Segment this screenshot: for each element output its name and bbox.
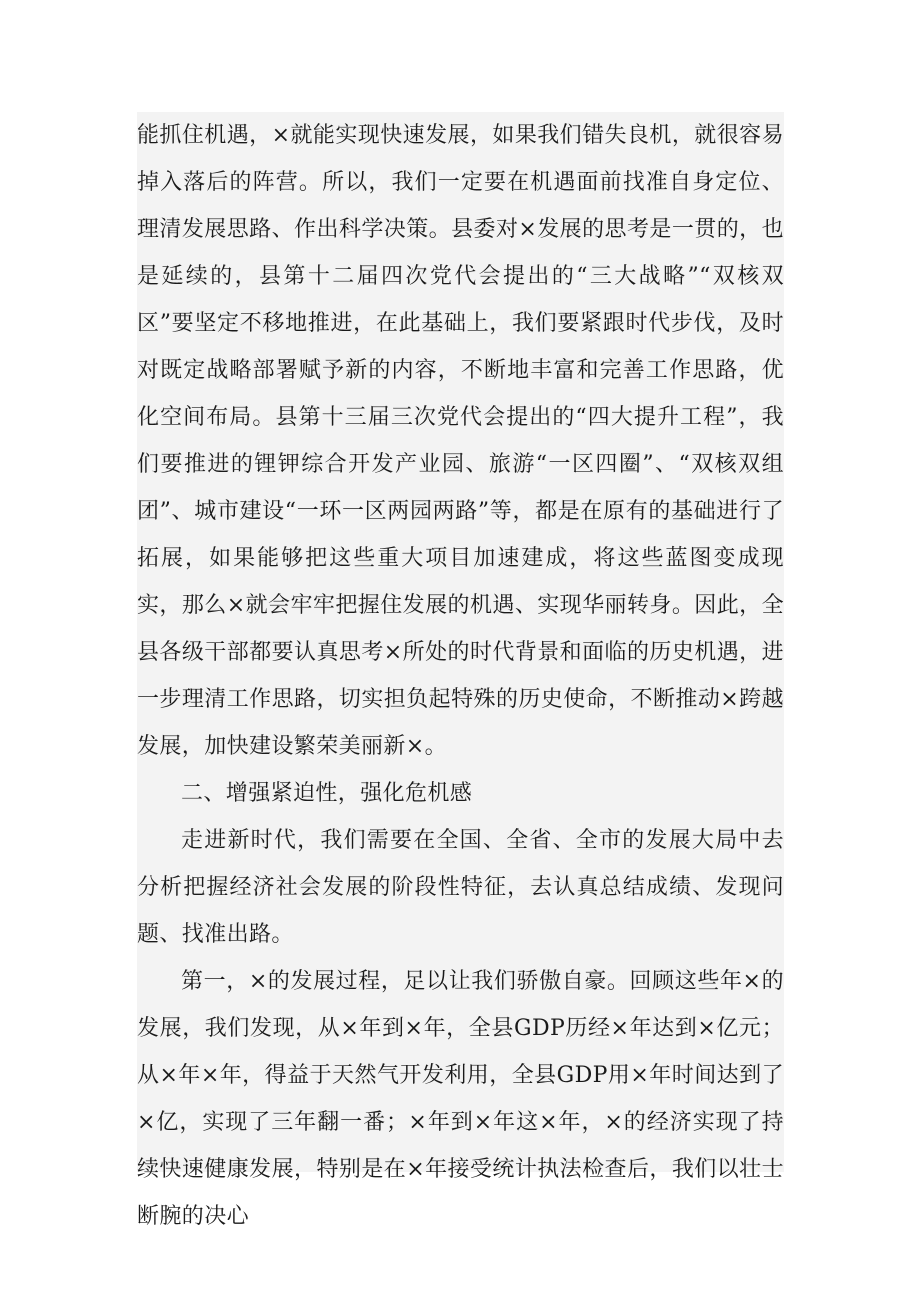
- paragraph-opportunity: 能抓住机遇，×就能实现快速发展，如果我们错失良机，就很容易掉入落后的阵营。所以，我们一定要在机遇面前找准自身定位、理清发展思路、作出科学决策。县委对×发展的思考是一贯的，也是延续的，县第十二届四次党代会提出的“三大战略”“双核双区”要坚定不移地推进，在此基础上，我们要紧跟时代步伐，及时对既定战略部署赋予新的内容，不断地丰富和完善工作思路，优化空间布局。县第十三届三次党代会提出的“四大提升工程”，我们要推进的锂钾综合开发产业园、旅游“一区四圈”、“双核双组团”、城市建设“一环一区两园两路”等，都是在原有的基础进行了拓展，如果能够把这些重大项目加速建成，将这些蓝图变成现实，那么×就会牢牢把握住发展的机遇、实现华丽转身。因此，全县各级干部都要认真思考×所处的时代背景和面临的历史机遇，进一步理清工作思路，切实担负起特殊的历史使命，不断推动×跨越发展，加快建设繁荣美丽新×。: [137, 123, 784, 759]
- paragraph-development-history: 第一，×的发展过程，足以让我们骄傲自豪。回顾这些年×的发展，我们发现，从×年到×年，全县GDP历经×年达到×亿元；从×年×年，得益于天然气开发利用，全县GDP用×年时间达到了×亿，实现了三年翻一番；×年到×年这×年，×的经济实现了持续快速健康发展，特别是在×年接受统计执法检查后，我们以壮士断腕的决心: [137, 969, 784, 1229]
- paragraph-new-era: 走进新时代，我们需要在全国、全省、全市的发展大局中去分析把握经济社会发展的阶段性特征，去认真总结成绩、发现问题、找准出路。: [137, 828, 784, 947]
- document-body: [137, 112, 784, 1229]
- section-heading-urgency: 二、增强紧迫性，强化危机感: [181, 781, 473, 806]
